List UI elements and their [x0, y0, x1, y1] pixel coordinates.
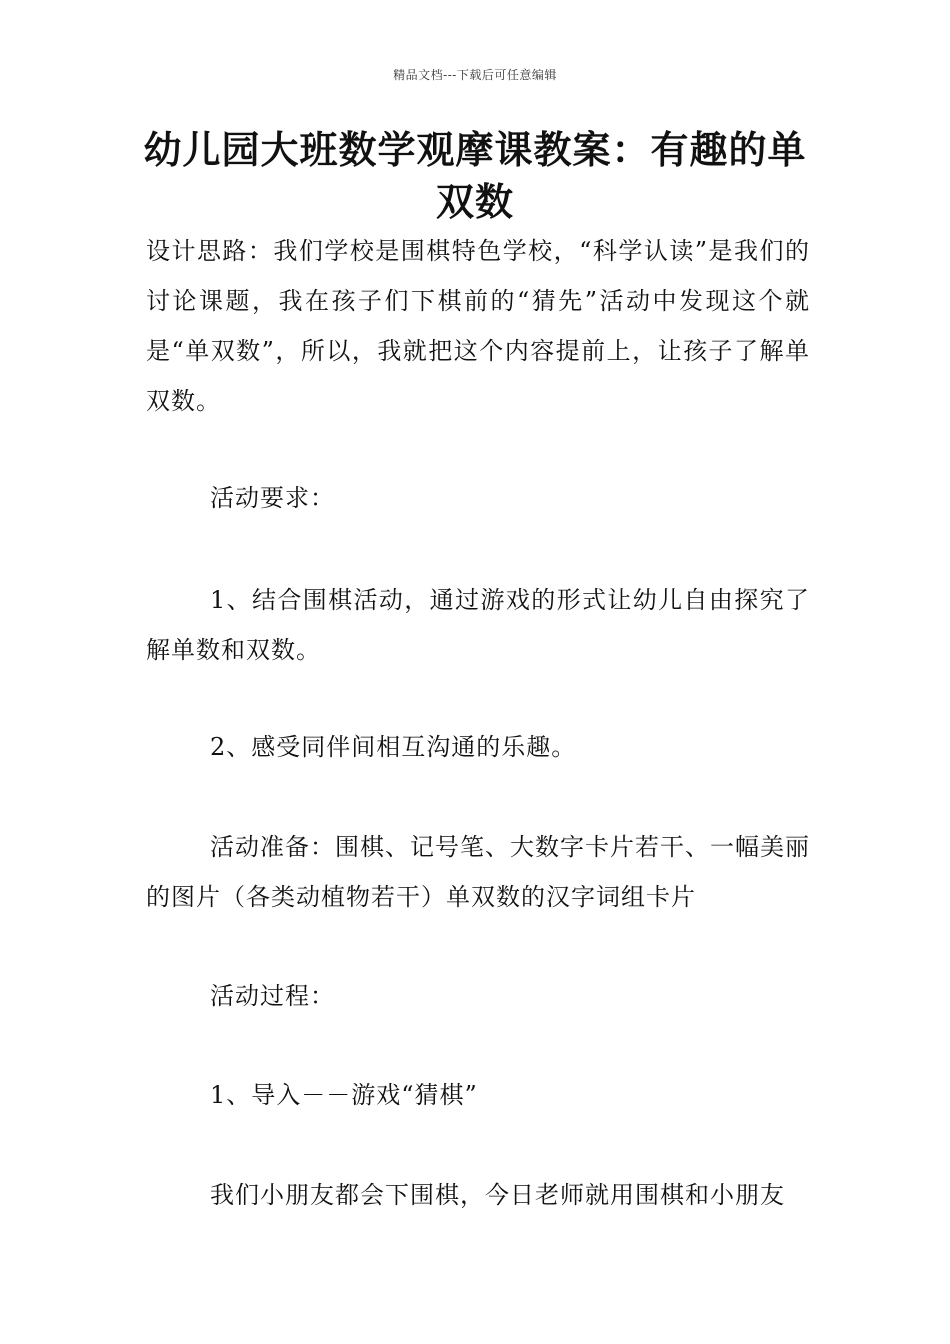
step-1-text: 我们小朋友都会下围棋，今日老师就用围棋和小朋友 [210, 1181, 785, 1209]
requirements-heading: 活动要求： [210, 484, 335, 512]
requirement-2: 2、感受同伴间相互沟通的乐趣。 [210, 733, 577, 761]
requirement-1: 1、结合围棋活动，通过游戏的形式让幼儿自由探究了解单数和双数。 [146, 586, 810, 664]
header-note: 精品文档---下载后可任意编辑 [393, 68, 557, 82]
preparation-paragraph: 活动准备：围棋、记号笔、大数字卡片若干、一幅美丽的图片（各类动植物若干）单双数的汉字词组卡片 [146, 833, 810, 911]
design-paragraph: 设计思路：我们学校是围棋特色学校，“科学认读”是我们的讨论课题，我在孩子们下棋前的“猜先”活动中发现这个就是“单双数”，所以，我就把这个内容提前上，让孩子了解单双数。 [146, 237, 810, 415]
step-1-heading: 1、导入－－游戏“猜棋” [210, 1081, 478, 1109]
process-heading: 活动过程： [210, 982, 335, 1010]
document-title: 幼儿园大班数学观摩课教案：有趣的单双数 [143, 128, 807, 224]
